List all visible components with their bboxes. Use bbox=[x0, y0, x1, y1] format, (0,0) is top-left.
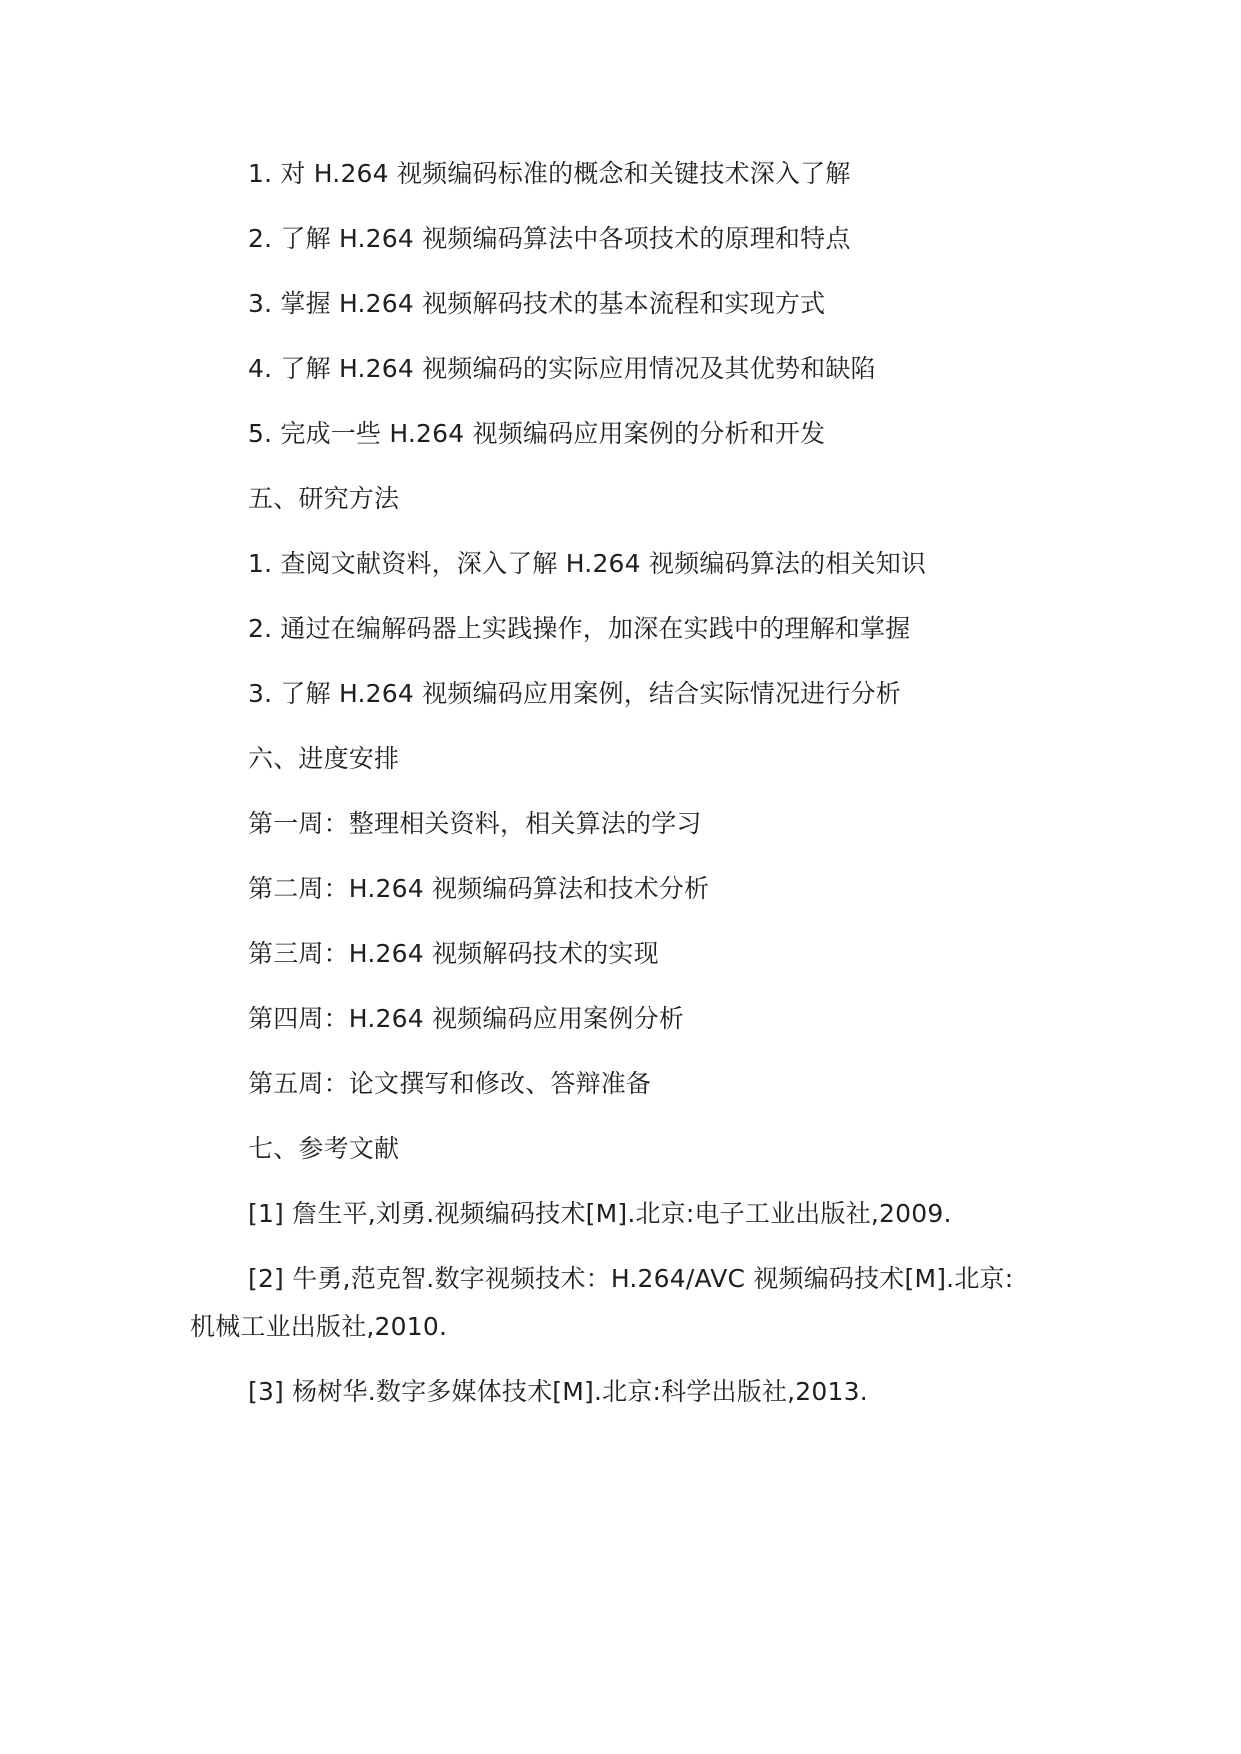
goal-item-4: 4. 了解 H.264 视频编码的实际应用情况及其优势和缺陷 bbox=[248, 354, 876, 383]
goal-item-3: 3. 掌握 H.264 视频解码技术的基本流程和实现方式 bbox=[248, 289, 826, 318]
schedule-item-4: 第四周：H.264 视频编码应用案例分析 bbox=[248, 1004, 684, 1033]
method-item-1: 1. 查阅文献资料，深入了解 H.264 视频编码算法的相关知识 bbox=[248, 549, 927, 578]
schedule-item-5: 第五周：论文撰写和修改、答辩准备 bbox=[248, 1069, 652, 1098]
goal-item-5: 5. 完成一些 H.264 视频编码应用案例的分析和开发 bbox=[248, 419, 826, 448]
method-item-3: 3. 了解 H.264 视频编码应用案例，结合实际情况进行分析 bbox=[248, 679, 901, 708]
goal-item-2: 2. 了解 H.264 视频编码算法中各项技术的原理和特点 bbox=[248, 224, 851, 253]
reference-item-1: [1] 詹生平,刘勇.视频编码技术[M].北京:电子工业出版社,2009. bbox=[248, 1199, 952, 1228]
section-heading-schedule: 六、进度安排 bbox=[248, 744, 400, 773]
section-heading-methods: 五、研究方法 bbox=[248, 484, 400, 513]
reference-item-2-continuation: 机械工业出版社,2010. bbox=[190, 1312, 448, 1341]
section-heading-references: 七、参考文献 bbox=[248, 1134, 400, 1163]
goal-item-1: 1. 对 H.264 视频编码标准的概念和关键技术深入了解 bbox=[248, 159, 851, 188]
method-item-2: 2. 通过在编解码器上实践操作，加深在实践中的理解和掌握 bbox=[248, 614, 911, 643]
schedule-item-2: 第二周：H.264 视频编码算法和技术分析 bbox=[248, 874, 710, 903]
reference-item-3: [3] 杨树华.数字多媒体技术[M].北京:科学出版社,2013. bbox=[248, 1377, 868, 1406]
reference-item-2: [2] 牛勇,范克智.数字视频技术：H.264/AVC 视频编码技术[M].北京: bbox=[248, 1264, 1014, 1293]
schedule-item-3: 第三周：H.264 视频解码技术的实现 bbox=[248, 939, 659, 968]
schedule-item-1: 第一周：整理相关资料，相关算法的学习 bbox=[248, 809, 702, 838]
